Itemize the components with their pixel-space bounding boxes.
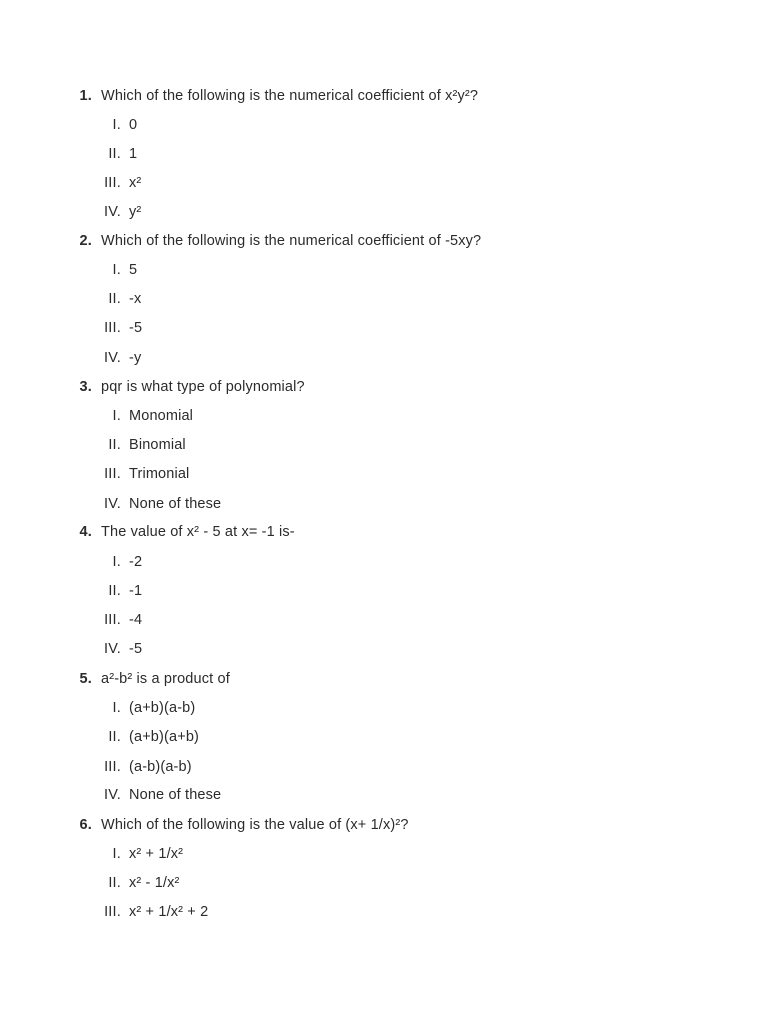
question-number: 4. xyxy=(79,524,92,540)
question-number: 6. xyxy=(79,817,92,833)
option-text: x² - 1/x² xyxy=(129,875,180,891)
option-text: 5 xyxy=(129,262,138,278)
option-numeral: III. xyxy=(104,612,121,628)
option-numeral: II. xyxy=(108,291,121,307)
option-numeral: III. xyxy=(104,759,121,775)
question-number: 1. xyxy=(79,88,92,104)
option-numeral: II. xyxy=(108,146,121,162)
question-text: a²-b² is a product of xyxy=(101,671,230,687)
option-numeral: II. xyxy=(108,437,121,453)
option-numeral: IV. xyxy=(104,641,121,657)
option-text: -1 xyxy=(129,583,143,599)
option-numeral: IV. xyxy=(104,496,121,512)
option-numeral: I. xyxy=(112,408,121,424)
option-text: x² xyxy=(129,175,142,191)
option-numeral: I. xyxy=(112,846,121,862)
option-numeral: III. xyxy=(104,320,121,336)
option-numeral: III. xyxy=(104,904,121,920)
question-number: 3. xyxy=(79,379,92,395)
option-text: y² xyxy=(129,204,142,220)
option-text: -x xyxy=(129,291,142,307)
option-numeral: I. xyxy=(112,554,121,570)
option-text: -5 xyxy=(129,641,143,657)
option-text: x² + 1/x² + 2 xyxy=(129,904,209,920)
option-numeral: II. xyxy=(108,583,121,599)
option-text: Trimonial xyxy=(129,466,190,482)
question-text: pqr is what type of polynomial? xyxy=(101,379,305,395)
option-numeral: IV. xyxy=(104,350,121,366)
option-text: -y xyxy=(129,350,142,366)
question-text: Which of the following is the numerical coefficient of x²y²? xyxy=(101,88,479,104)
option-text: -4 xyxy=(129,612,143,628)
option-text: x² + 1/x² xyxy=(129,846,184,862)
option-text: -2 xyxy=(129,554,143,570)
option-text: None of these xyxy=(129,496,222,512)
option-numeral: II. xyxy=(108,729,121,745)
question-number: 5. xyxy=(79,671,92,687)
option-text: (a+b)(a-b) xyxy=(129,700,196,716)
option-text: 1 xyxy=(129,146,138,162)
option-numeral: II. xyxy=(108,875,121,891)
option-numeral: III. xyxy=(104,175,121,191)
option-numeral: IV. xyxy=(104,204,121,220)
question-text: The value of x² - 5 at x= -1 is- xyxy=(101,524,295,540)
option-text: -5 xyxy=(129,320,143,336)
option-text: (a+b)(a+b) xyxy=(129,729,200,745)
option-numeral: III. xyxy=(104,466,121,482)
option-text: 0 xyxy=(129,117,138,133)
option-text: (a-b)(a-b) xyxy=(129,759,192,775)
option-numeral: IV. xyxy=(104,787,121,803)
option-text: None of these xyxy=(129,787,222,803)
option-text: Monomial xyxy=(129,408,194,424)
question-text: Which of the following is the numerical coefficient of -5xy? xyxy=(101,233,482,249)
option-numeral: I. xyxy=(112,117,121,133)
option-text: Binomial xyxy=(129,437,186,453)
question-number: 2. xyxy=(79,233,92,249)
option-numeral: I. xyxy=(112,700,121,716)
option-numeral: I. xyxy=(112,262,121,278)
question-text: Which of the following is the value of (x+ 1/x)²? xyxy=(101,817,409,833)
